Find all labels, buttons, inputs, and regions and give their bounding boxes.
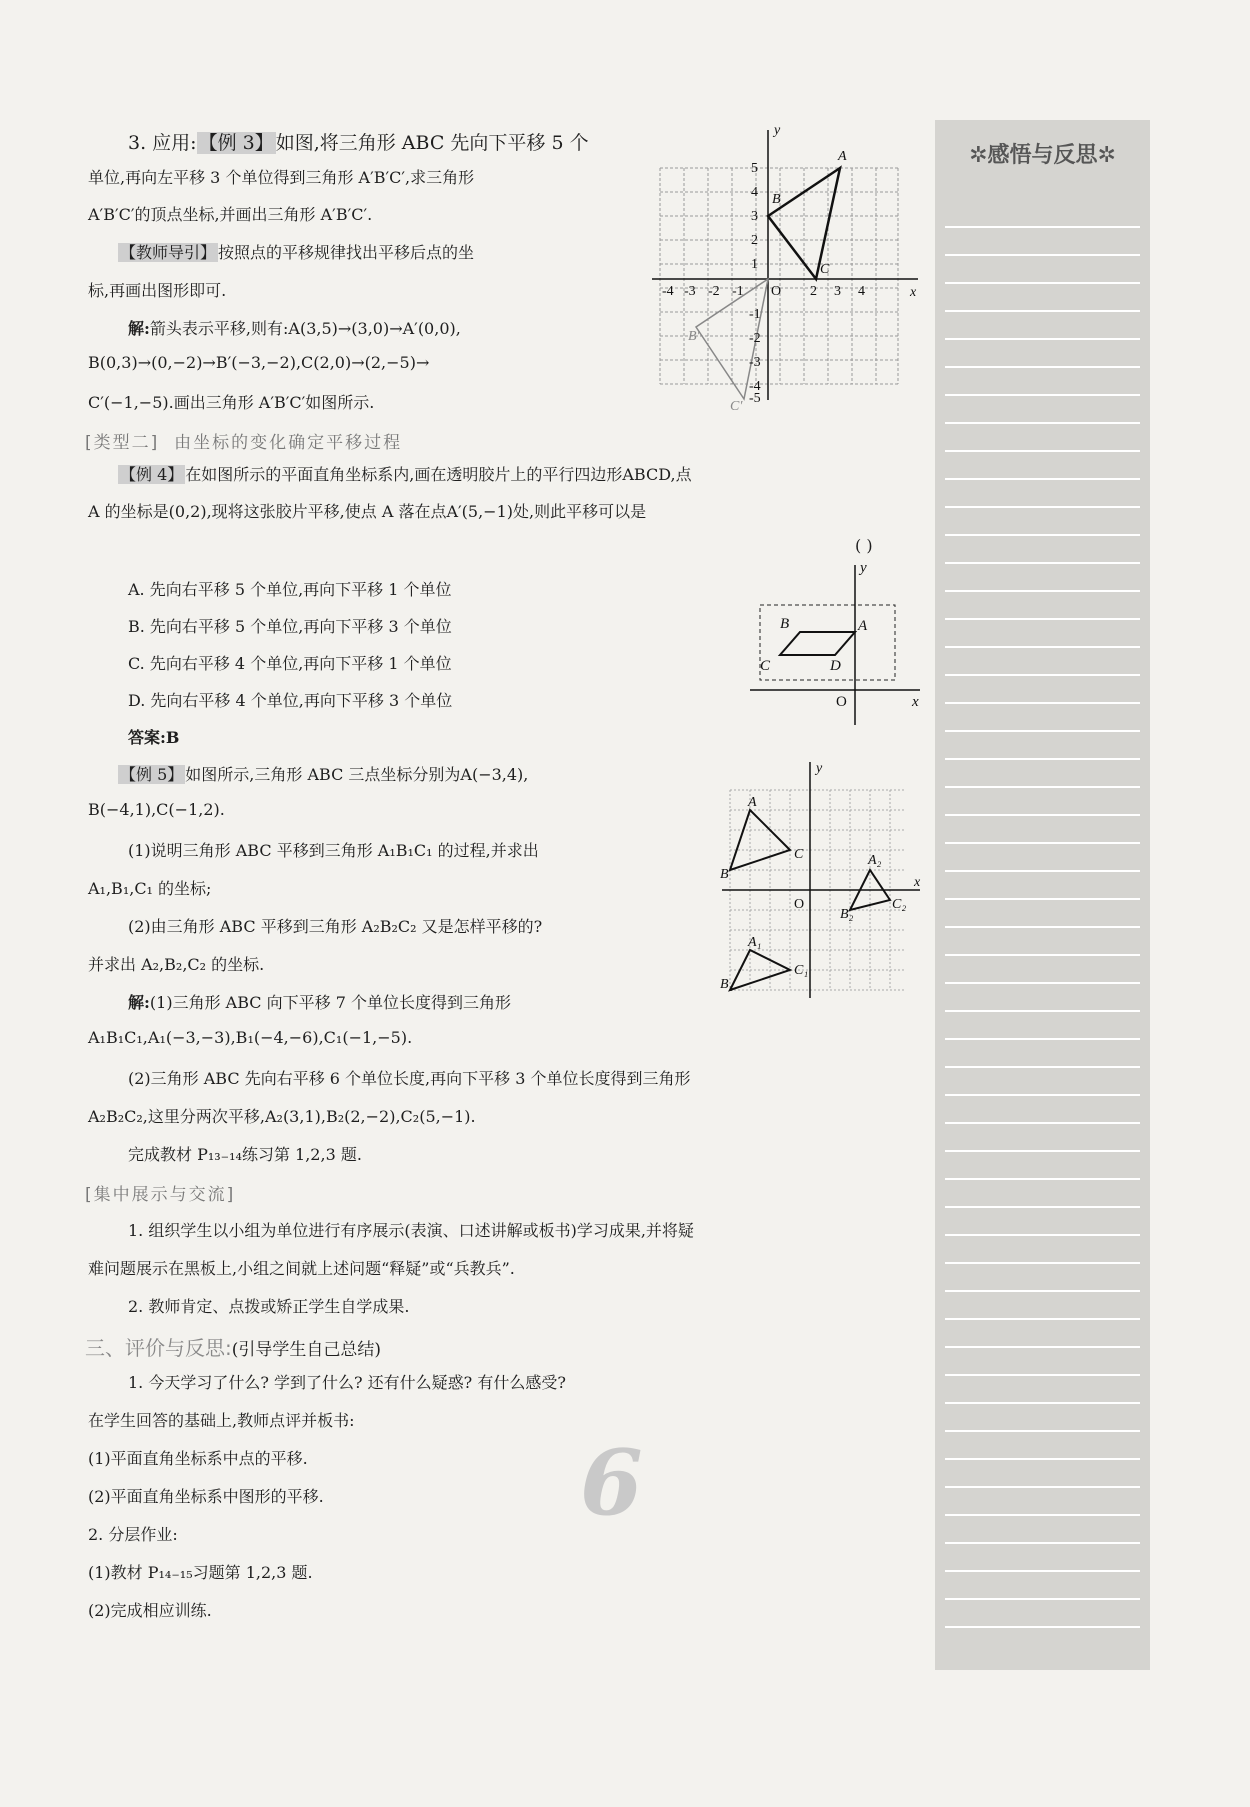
svg-text:C₁: C₁ [794, 963, 809, 978]
eval-p3: (1)平面直角坐标系中点的平移. [88, 1449, 308, 1468]
type2-label: [类型二] [85, 433, 160, 453]
svg-text:O: O [794, 897, 805, 912]
ex4-line1 [118, 462, 692, 485]
eval-heading-row [85, 1332, 381, 1361]
eval-p4: (2)平面直角坐标系中图形的平移. [88, 1487, 324, 1506]
ex4-optA: A. 先向右平移 5 个单位,再向下平移 1 个单位 [128, 580, 452, 599]
svg-text:C: C [820, 262, 830, 277]
ex5-q2b: 并求出 A₂,B₂,C₂ 的坐标. [88, 955, 265, 974]
ex3-apply: 3. 应用: [128, 132, 197, 154]
ex5-q1b: A₁,B₁,C₁ 的坐标; [88, 879, 212, 898]
ex5-homework: 完成教材 P₁₃₋₁₄练习第 1,2,3 题. [128, 1145, 362, 1164]
ex5-s1b: A₁B₁C₁,A₁(−3,−3),B₁(−4,−6),C₁(−1,−5). [88, 1028, 413, 1047]
sidebar-title: ✲感悟与反思✲ [969, 143, 1116, 168]
svg-text:y: y [774, 123, 781, 138]
svg-text:y: y [860, 560, 867, 576]
svg-text:C: C [760, 658, 771, 674]
sol-text1: 箭头表示平移,则有:A(3,5)→(3,0)→A′(0,0), [149, 319, 461, 338]
svg-text:4: 4 [751, 185, 758, 200]
guide-tag: 【教师导引】 [120, 243, 217, 262]
svg-text:1: 1 [751, 257, 758, 272]
svg-text:-3: -3 [749, 355, 761, 370]
ex3-guide [118, 240, 474, 263]
focus-p1: 1. 组织学生以小组为单位进行有序展示(表演、口述讲解或板书)学习成果,并将疑 [128, 1221, 694, 1240]
ex4-text1: 在如图所示的平面直角坐标系内,画在透明胶片上的平行四边形ABCD,点 [185, 465, 692, 484]
svg-text:B: B [780, 616, 790, 632]
svg-text:A: A [858, 618, 868, 634]
figure-ex3 [648, 120, 928, 410]
type2-text: 由坐标的变化确定平移过程 [174, 433, 403, 453]
ex5-line2: B(−4,1),C(−1,2). [88, 800, 225, 819]
ex5-s2b: A₂B₂C₂,这里分两次平移,A₂(3,1),B₂(2,−2),C₂(5,−1). [88, 1107, 476, 1126]
sol-label: 解: [128, 319, 150, 338]
svg-text:O: O [771, 284, 782, 299]
focus-heading: [集中展示与交流] [85, 1185, 236, 1205]
ex4-tag: 【例 4】 [120, 465, 184, 484]
eval-p7: (2)完成相应训练. [88, 1601, 212, 1620]
svg-text:2: 2 [810, 284, 817, 299]
ex3-sol3: C′(−1,−5).画出三角形 A′B′C′如图所示. [88, 393, 375, 412]
svg-text:B: B [720, 867, 729, 882]
ex5-sol-label: 解: [128, 993, 150, 1012]
page-number: 6 [580, 1430, 643, 1536]
svg-text:A: A [748, 795, 757, 810]
ex3-line3: A′B′C′的顶点坐标,并画出三角形 A′B′C′. [88, 205, 373, 224]
svg-text:B₁: B₁ [720, 977, 734, 992]
svg-text:B: B [772, 192, 781, 207]
focus-p1b: 难问题展示在黑板上,小组之间就上述问题“释疑”或“兵教兵”. [88, 1259, 515, 1278]
parallelogram-abcd [780, 632, 855, 655]
svg-text:A₂: A₂ [868, 853, 882, 868]
ex5-s1-text: (1)三角形 ABC 向下平移 7 个单位长度得到三角形 [149, 993, 511, 1012]
figure-ex4 [750, 560, 930, 730]
svg-text:4: 4 [858, 284, 865, 299]
svg-text:O: O [836, 694, 847, 710]
svg-text:x: x [912, 694, 919, 710]
eval-p5: 2. 分层作业: [88, 1525, 178, 1544]
type2-heading [85, 428, 402, 453]
svg-text:C₂: C₂ [892, 897, 907, 912]
svg-text:C: C [794, 847, 804, 862]
ex4-answer: 答案:B [128, 728, 180, 747]
ex4-paren: ( ) [855, 536, 873, 555]
ex3-text1: 如图,将三角形 ABC 先向下平移 5 个 [275, 132, 589, 154]
figure-ex5 [720, 760, 930, 1000]
ex5-tag: 【例 5】 [120, 765, 184, 784]
eval-p6: (1)教材 P₁₄₋₁₅习题第 1,2,3 题. [88, 1563, 313, 1582]
svg-text:-3: -3 [684, 284, 696, 299]
svg-text:-1: -1 [749, 307, 761, 322]
svg-text:-2: -2 [749, 331, 761, 346]
svg-text:-1: -1 [732, 284, 744, 299]
svg-text:A₁: A₁ [748, 935, 762, 950]
svg-text:B₂: B₂ [840, 907, 854, 922]
svg-text:-5: -5 [749, 391, 761, 406]
svg-text:x: x [910, 285, 917, 300]
svg-text:3: 3 [834, 284, 841, 299]
eval-heading: 三、评价与反思: [85, 1336, 232, 1360]
ex4-line2: A 的坐标是(0,2),现将这张胶片平移,使点 A 落在点A′(5,−1)处,则此平移可以是 [88, 502, 647, 521]
ex3-line2: 单位,再向左平移 3 个单位得到三角形 A′B′C′,求三角形 [88, 168, 475, 187]
guide-text1: 按照点的平移规律找出平移后点的坐 [218, 243, 475, 262]
ex3-guide2: 标,再画出图形即可. [88, 281, 227, 300]
svg-text:-2: -2 [708, 284, 720, 299]
svg-text:x: x [914, 875, 921, 890]
svg-text:5: 5 [751, 161, 758, 176]
eval-note: (引导学生自己总结) [231, 1340, 382, 1360]
labels-ex3 [662, 123, 917, 410]
focus-p2: 2. 教师肯定、点拨或矫正学生自学成果. [128, 1297, 410, 1316]
svg-text:2: 2 [751, 233, 758, 248]
svg-text:C′: C′ [730, 399, 743, 410]
ex5-text1: 如图所示,三角形 ABC 三点坐标分别为A(−3,4), [185, 765, 529, 784]
eval-p1: 1. 今天学习了什么? 学到了什么? 还有什么疑惑? 有什么感受? [128, 1373, 566, 1392]
ex5-q1: (1)说明三角形 ABC 平移到三角形 A₁B₁C₁ 的过程,并求出 [128, 841, 539, 860]
svg-text:D: D [830, 658, 841, 674]
ex3-tag: 【例 3】 [198, 132, 274, 154]
ex5-line1 [118, 762, 528, 785]
labels-ex5 [720, 761, 921, 992]
sidebar-lines [945, 200, 1140, 1650]
ex5-s1 [128, 990, 511, 1013]
eval-p2: 在学生回答的基础上,教师点评并板书: [88, 1411, 355, 1430]
svg-text:y: y [816, 761, 823, 776]
ex4-optC: C. 先向右平移 4 个单位,再向下平移 1 个单位 [128, 654, 452, 673]
ex5-s2: (2)三角形 ABC 先向右平移 6 个单位长度,再向下平移 3 个单位长度得到三角形 [128, 1069, 691, 1088]
svg-text:B′: B′ [688, 329, 700, 344]
reflection-sidebar [935, 120, 1150, 1670]
ex3-sol2: B(0,3)→(0,−2)→B′(−3,−2),C(2,0)→(2,−5)→ [88, 353, 430, 372]
svg-text:3: 3 [751, 209, 758, 224]
ex3-line1 [128, 128, 589, 155]
ex4-optB: B. 先向右平移 5 个单位,再向下平移 3 个单位 [128, 617, 452, 636]
ex3-sol1 [128, 316, 461, 339]
svg-text:-4: -4 [749, 379, 761, 394]
ex5-q2: (2)由三角形 ABC 平移到三角形 A₂B₂C₂ 又是怎样平移的? [128, 917, 543, 936]
svg-text:A: A [838, 149, 847, 164]
ex4-optD: D. 先向右平移 4 个单位,再向下平移 3 个单位 [128, 691, 453, 710]
svg-text:-4: -4 [662, 284, 674, 299]
triangle-abc-ex5 [730, 810, 790, 870]
